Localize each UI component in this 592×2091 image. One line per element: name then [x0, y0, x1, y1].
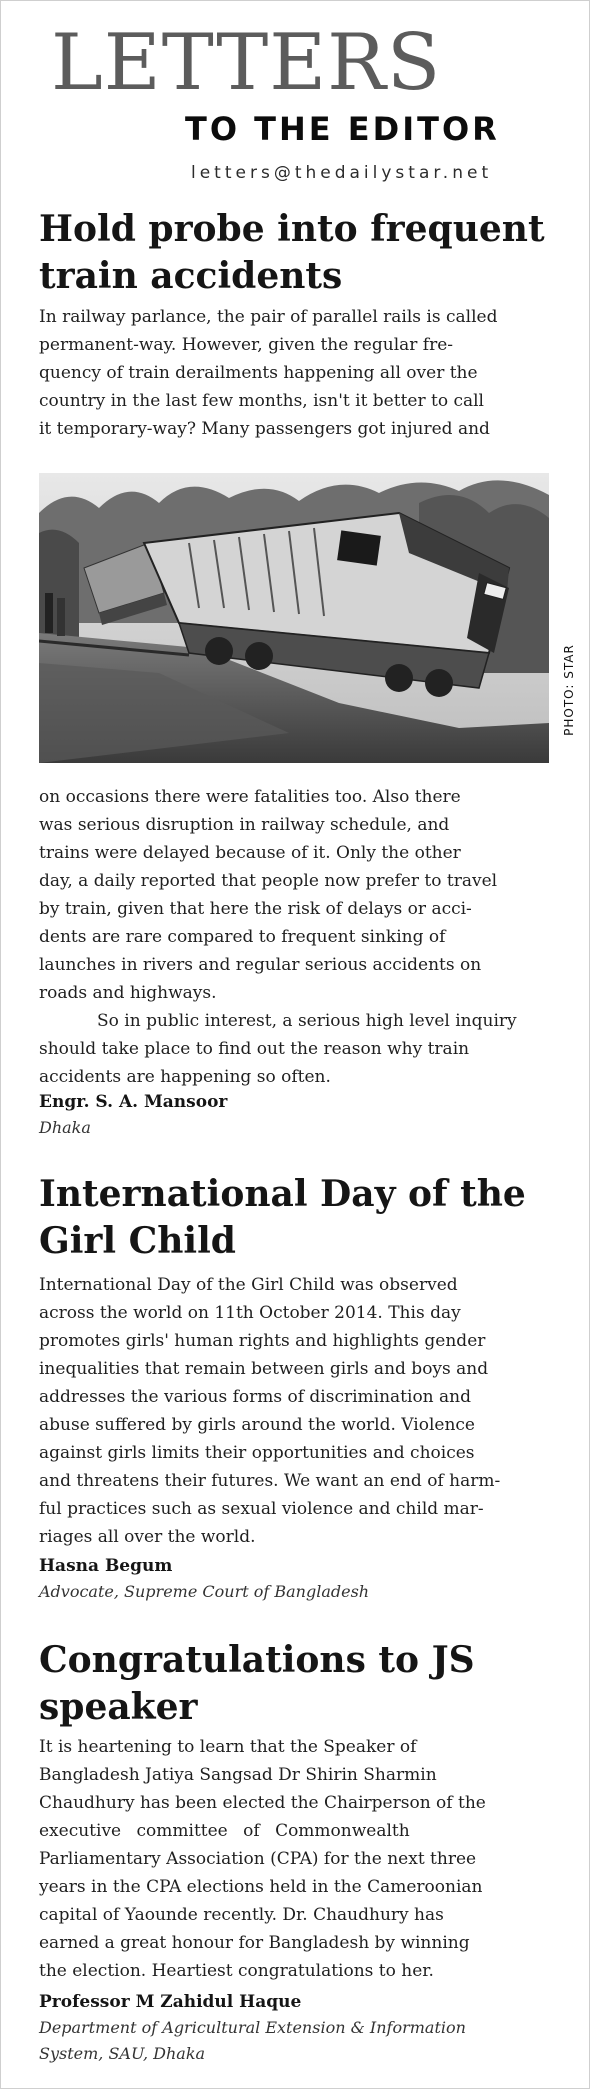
body-line: inequalities that remain between girls and boys and — [39, 1359, 489, 1379]
letter-3-author: Professor M Zahidul Haque — [39, 1992, 302, 2012]
affiliation-line: Department of Agricultural Extension & Information — [39, 2018, 466, 2037]
headline-line: Hold probe into frequent — [39, 208, 545, 250]
letter-3-body — [39, 1733, 567, 1985]
letter-3-affiliation — [39, 2015, 466, 2067]
body-line: Parliamentary Association (CPA) for the next three — [39, 1849, 477, 1869]
masthead — [1, 1, 591, 191]
letter-2-body — [39, 1271, 567, 1551]
body-line: It is heartening to learn that the Speaker of — [39, 1737, 417, 1757]
headline-line: International Day of the — [39, 1173, 526, 1215]
body-line: accidents are happening so often. — [39, 1067, 331, 1087]
body-line: quency of train derailments happening all over the — [39, 363, 478, 383]
contact-email: letters@thedailystar.net — [191, 163, 493, 183]
letter-2-author: Hasna Begum — [39, 1556, 173, 1576]
body-line: and threatens their futures. We want an end of harm- — [39, 1471, 501, 1491]
section-title: LETTERS — [51, 18, 442, 108]
train-derailment-photo — [39, 473, 549, 763]
photo-credit-text: PHOTO: STAR — [562, 644, 576, 736]
body-line: So in public interest, a serious high level inquiry — [97, 1011, 517, 1031]
letter-2-affiliation: Advocate, Supreme Court of Bangladesh — [39, 1582, 370, 1601]
body-line: was serious disruption in railway schedule, and — [39, 815, 450, 835]
train-derailment-illustration — [39, 473, 549, 763]
body-line: dents are rare compared to frequent sinking of — [39, 927, 446, 947]
body-line: by train, given that here the risk of delays or acci- — [39, 899, 472, 919]
body-line: the election. Heartiest congratulations to her. — [39, 1961, 434, 1981]
body-line: launches in rivers and regular serious accidents on — [39, 955, 482, 975]
body-line: against girls limits their opportunities and choices — [39, 1443, 475, 1463]
body-line: ful practices such as sexual violence and child mar- — [39, 1499, 484, 1519]
section-subtitle: TO THE EDITOR — [185, 110, 500, 148]
headline-line: Girl Child — [39, 1220, 236, 1262]
headline-line: speaker — [39, 1686, 198, 1728]
letter-1-body-part-2 — [39, 783, 567, 1091]
letter-1-headline — [39, 206, 559, 300]
affiliation-line: System, SAU, Dhaka — [39, 2044, 206, 2063]
body-line: permanent-way. However, given the regular fre- — [39, 335, 454, 355]
body-line: across the world on 11th October 2014. This day — [39, 1303, 461, 1323]
body-line: capital of Yaounde recently. Dr. Chaudhury has — [39, 1905, 444, 1925]
body-line: trains were delayed because of it. Only the other — [39, 843, 461, 863]
letter-3-headline — [39, 1637, 559, 1731]
body-line: In railway parlance, the pair of parallel rails is called — [39, 307, 498, 327]
body-line: Chaudhury has been elected the Chairperson of the — [39, 1793, 486, 1813]
photo-credit — [549, 473, 576, 763]
body-line: roads and highways. — [39, 983, 217, 1003]
body-line: country in the last few months, isn't it better to call — [39, 391, 484, 411]
headline-line: Congratulations to JS — [39, 1639, 475, 1681]
body-line: addresses the various forms of discrimination and — [39, 1387, 472, 1407]
letter-1-author: Engr. S. A. Mansoor — [39, 1092, 228, 1112]
body-line: earned a great honour for Bangladesh by winning — [39, 1933, 470, 1953]
headline-line: train accidents — [39, 255, 343, 297]
letter-1-body-part-1 — [39, 303, 567, 443]
letter-1-affiliation: Dhaka — [39, 1118, 91, 1137]
body-line: it temporary-way? Many passengers got injured and — [39, 419, 490, 439]
body-line: executive committee of Commonwealth — [39, 1821, 410, 1841]
body-line: on occasions there were fatalities too. Also there — [39, 787, 461, 807]
body-line: years in the CPA elections held in the Cameroonian — [39, 1877, 483, 1897]
body-line: riages all over the world. — [39, 1527, 256, 1547]
body-line: promotes girls' human rights and highlights gender — [39, 1331, 486, 1351]
body-line: should take place to find out the reason why train — [39, 1039, 470, 1059]
body-line: abuse suffered by girls around the world. Violence — [39, 1415, 475, 1435]
body-line: International Day of the Girl Child was observed — [39, 1275, 458, 1295]
body-line: day, a daily reported that people now prefer to travel — [39, 871, 498, 891]
body-line: Bangladesh Jatiya Sangsad Dr Shirin Sharmin — [39, 1765, 437, 1785]
letter-2-headline — [39, 1171, 559, 1265]
